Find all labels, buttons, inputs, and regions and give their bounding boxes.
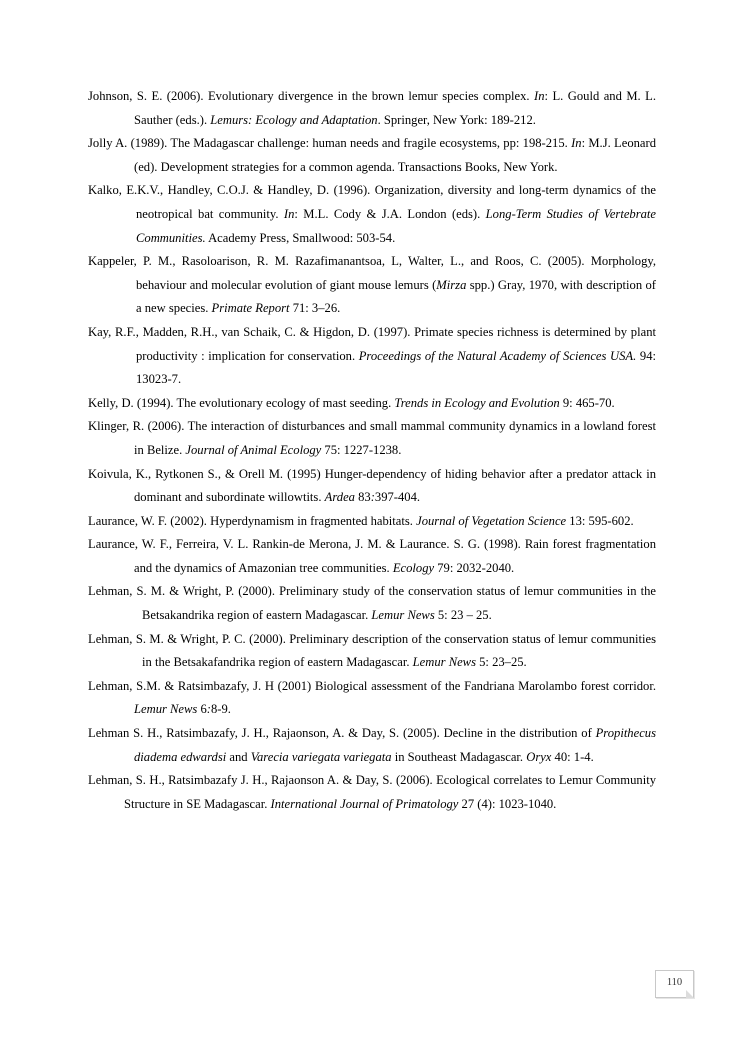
reference-text: . Springer, New York: 189-212. — [377, 112, 536, 127]
reference-text: 83 — [354, 490, 371, 505]
italic-text: Propithecus diadema edwardsi — [134, 726, 656, 764]
italic-text: : — [370, 490, 375, 505]
italic-text: Lemur News — [412, 655, 476, 670]
reference-text: : L. Gould and M. L. Sauther (eds.). — [134, 89, 656, 127]
reference-entry — [88, 533, 656, 580]
reference-text: 397-404. — [374, 490, 421, 505]
reference-text: 27 (4): 1023-1040. — [458, 796, 557, 811]
reference-list — [88, 85, 656, 816]
italic-text: Varecia variegata variegata — [250, 749, 392, 764]
reference-entry — [88, 132, 656, 179]
reference-text: Academy Press, Smallwood: 503-54. — [205, 230, 396, 245]
reference-entry — [88, 675, 656, 722]
reference-text: : M.L. Cody & J.A. London (eds). — [294, 206, 486, 221]
page-number: 110 — [666, 977, 683, 988]
reference-entry — [88, 179, 656, 250]
reference-text: 6 — [197, 702, 207, 717]
reference-text: and — [226, 749, 251, 764]
italic-text: In — [534, 89, 545, 103]
italic-text: Journal of Animal Ecology — [185, 442, 322, 457]
reference-text: spp.) Gray, 1970, with description of a new species. — [136, 277, 656, 316]
reference-text: Kelly, D. (1994). The evolutionary ecology of mast seeding. — [88, 395, 395, 410]
italic-text: Lemur News — [371, 608, 435, 623]
reference-entry — [88, 769, 656, 816]
italic-text: : — [206, 702, 211, 717]
italic-text: In — [283, 206, 295, 221]
reference-entry — [88, 722, 656, 769]
reference-text: 79: 2032-2040. — [434, 560, 515, 575]
reference-text: 5: 23 – 25. — [434, 608, 492, 623]
reference-text: 8-9. — [210, 702, 231, 717]
italic-text: Primate Report — [211, 301, 290, 316]
italic-text: Lemurs: Ecology and Adaptation — [210, 112, 378, 127]
italic-text: Trends in Ecology and Evolution — [394, 395, 560, 410]
reference-text: Kay, R.F., Madden, R.H., van Schaik, C. & Higdon, D. (1997). Primate species richness is determined by plant productivity : implication for conservation. — [88, 324, 656, 363]
reference-text: Lehman S. H., Ratsimbazafy, J. H., Rajaonson, A. & Day, S. (2005). Decline in the distribution of — [88, 726, 596, 741]
italic-text: Ecology — [392, 560, 435, 575]
reference-text: Kalko, E.K.V., Handley, C.O.J. & Handley, D. (1996). Organization, diversity and long-term dynamics of the neotropical bat community. — [88, 183, 656, 221]
italic-text: Lemur News — [134, 702, 198, 717]
reference-text: in Southeast Madagascar. — [391, 749, 527, 764]
reference-entry — [88, 415, 656, 462]
reference-text: Laurance, W. F., Ferreira, V. L. Rankin-de Merona, J. M. & Laurance. S. G. (1998). Rain forest fragmentation and the dynamics of Amazonian tree communities. — [88, 537, 656, 575]
reference-entry — [88, 628, 656, 675]
reference-text: : M.J. Leonard (ed). Development strategies for a common agenda. Transactions Books, New York. — [134, 136, 656, 174]
reference-text: Koivula, K., Rytkonen S., & Orell M. (1995) Hunger-dependency of hiding behavior after a predator attack in dominant and subordinate willowtits. — [88, 466, 656, 505]
italic-text: Oryx — [526, 749, 552, 764]
reference-text: Johnson, S. E. (2006). Evolutionary divergence in the brown lemur species complex. — [88, 89, 534, 103]
reference-text: 94: 13023-7. — [136, 348, 656, 387]
reference-text: 75: 1227-1238. — [321, 442, 402, 457]
reference-entry — [88, 250, 656, 321]
reference-entry — [88, 463, 656, 510]
reference-entry — [88, 321, 656, 392]
reference-text: Lehman, S. M. & Wright, P. (2000). Preliminary study of the conservation status of lemur communities in the Betsakandrika region of eastern Madagascar. — [88, 584, 656, 623]
italic-text: International Journal of Primatology — [270, 796, 459, 811]
reference-entry — [88, 392, 656, 416]
reference-text: Lehman, S. H., Ratsimbazafy J. H., Rajaonson A. & Day, S. (2006). Ecological correlates to Lemur Community Structure in SE Madagascar. — [88, 773, 656, 811]
reference-text: 9: 465-70. — [559, 395, 615, 410]
reference-text: Laurance, W. F. (2002). Hyperdynamism in fragmented habitats. — [88, 513, 417, 528]
italic-text: Ardea — [324, 490, 355, 505]
reference-entry — [88, 510, 656, 534]
reference-text: Klinger, R. (2006). The interaction of disturbances and small mammal community dynamics in a lowland forest in Belize. — [88, 419, 656, 457]
reference-text: Jolly A. (1989). The Madagascar challenge: human needs and fragile ecosystems, pp: 198-215. — [88, 136, 572, 151]
reference-text: Lehman, S. M. & Wright, P. C. (2000). Preliminary description of the conservation status of lemur communities in the Betsakafandrika region of eastern Madagascar. — [88, 631, 656, 670]
reference-text: 5: 23–25. — [475, 655, 527, 670]
reference-text: 13: 595-602. — [566, 513, 634, 528]
italic-text: Mirza — [436, 277, 467, 292]
reference-text: Kappeler, P. M., Rasoloarison, R. M. Razafimanantsoa, L, Walter, L., and Roos, C. (2005). Morphology, behaviour and molecular evolution of giant mouse lemurs ( — [88, 254, 656, 292]
reference-entry — [88, 85, 656, 132]
reference-text: Lehman, S.M. & Ratsimbazafy, J. H (2001) Biological assessment of the Fandriana Marolambo forest corridor. — [88, 678, 656, 693]
reference-text: 71: 3–26. — [289, 301, 341, 316]
italic-text: In — [571, 136, 582, 151]
page-number-box — [655, 970, 694, 998]
reference-entry — [88, 580, 656, 627]
reference-text: 40: 1-4. — [551, 749, 594, 764]
italic-text: Journal of Vegetation Science — [416, 513, 567, 528]
italic-text: Proceedings of the Natural Academy of Sciences USA. — [358, 348, 637, 363]
italic-text: Long-Term Studies of Vertebrate Communities. — [136, 206, 656, 245]
